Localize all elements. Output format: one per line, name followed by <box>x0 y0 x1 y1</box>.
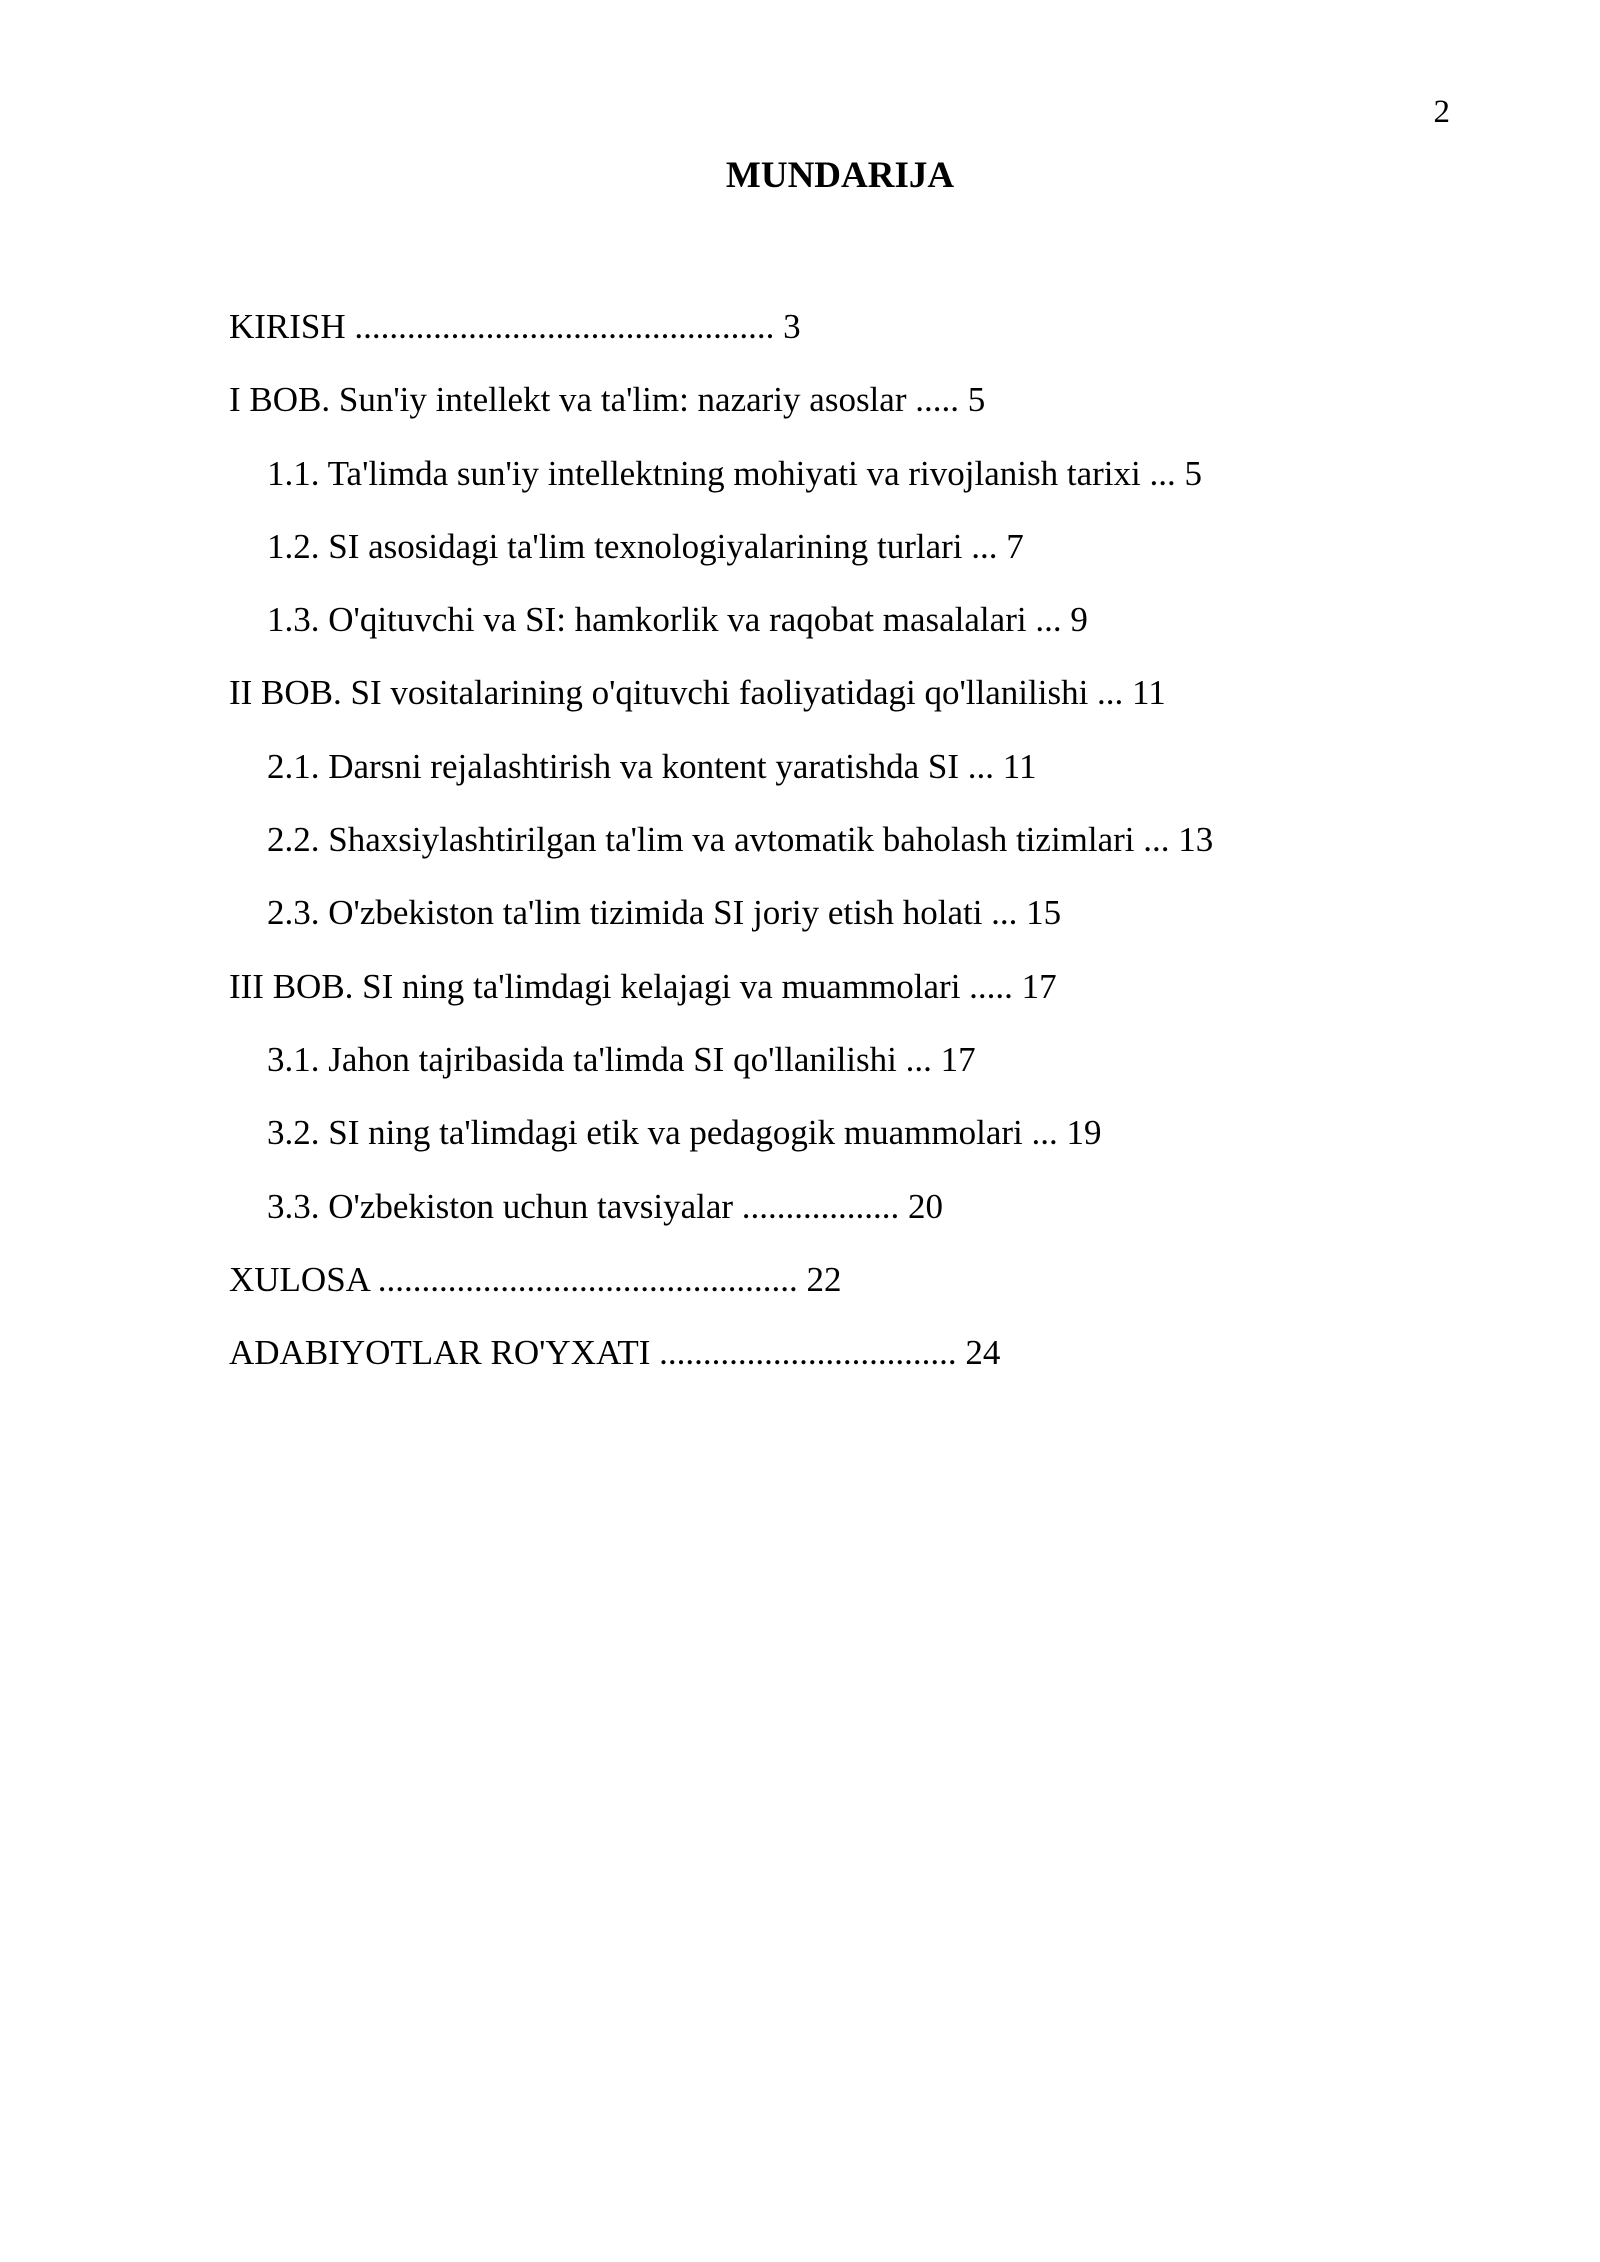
page-title: MUNDARIJA <box>725 155 955 196</box>
toc-entry-xulosa: XULOSA ................................................ 22 <box>229 1259 842 1299</box>
toc-entry-section-1-1: 1.1. Ta'limda sun'iy intellektning mohiyati va rivojlanish tarixi ... 5 <box>267 453 1202 493</box>
toc-entry-section-2-1: 2.1. Darsni rejalashtirish va kontent yaratishda SI ... 11 <box>267 746 1037 786</box>
toc-entry-chapter-3: III BOB. SI ning ta'limdagi kelajagi va muammolari ..... 17 <box>229 966 1057 1006</box>
toc-entry-kirish: KIRISH ................................................ 3 <box>229 307 801 346</box>
toc-entry-section-1-2: 1.2. SI asosidagi ta'lim texnologiyalarining turlari ... 7 <box>267 526 1024 566</box>
toc-entry-chapter-1: I BOB. Sun'iy intellekt va ta'lim: nazariy asoslar ..... 5 <box>229 380 986 420</box>
toc-entry-chapter-2: II BOB. SI vositalarining o'qituvchi faoliyatidagi qo'llanilishi ... 11 <box>229 673 1166 713</box>
table-of-contents <box>229 298 1429 1397</box>
toc-entry-section-3-3: 3.3. O'zbekiston uchun tavsiyalar .................. 20 <box>267 1186 944 1226</box>
page-number: 2 <box>1433 94 1450 130</box>
toc-entry-bibliography: ADABIYOTLAR RO'YXATI .................................. 24 <box>229 1333 1001 1373</box>
toc-entry-section-2-2: 2.2. Shaxsiylashtirilgan ta'lim va avtomatik baholash tizimlari ... 13 <box>267 820 1214 860</box>
toc-entry-section-1-3: 1.3. O'qituvchi va SI: hamkorlik va raqobat masalalari ... 9 <box>267 600 1088 640</box>
toc-entry-section-2-3: 2.3. O'zbekiston ta'lim tizimida SI joriy etish holati ... 15 <box>267 893 1062 933</box>
toc-entry-section-3-2: 3.2. SI ning ta'limdagi etik va pedagogik muammolari ... 19 <box>267 1113 1102 1153</box>
toc-entry-section-3-1: 3.1. Jahon tajribasida ta'limda SI qo'llanilishi ... 17 <box>267 1039 976 1079</box>
